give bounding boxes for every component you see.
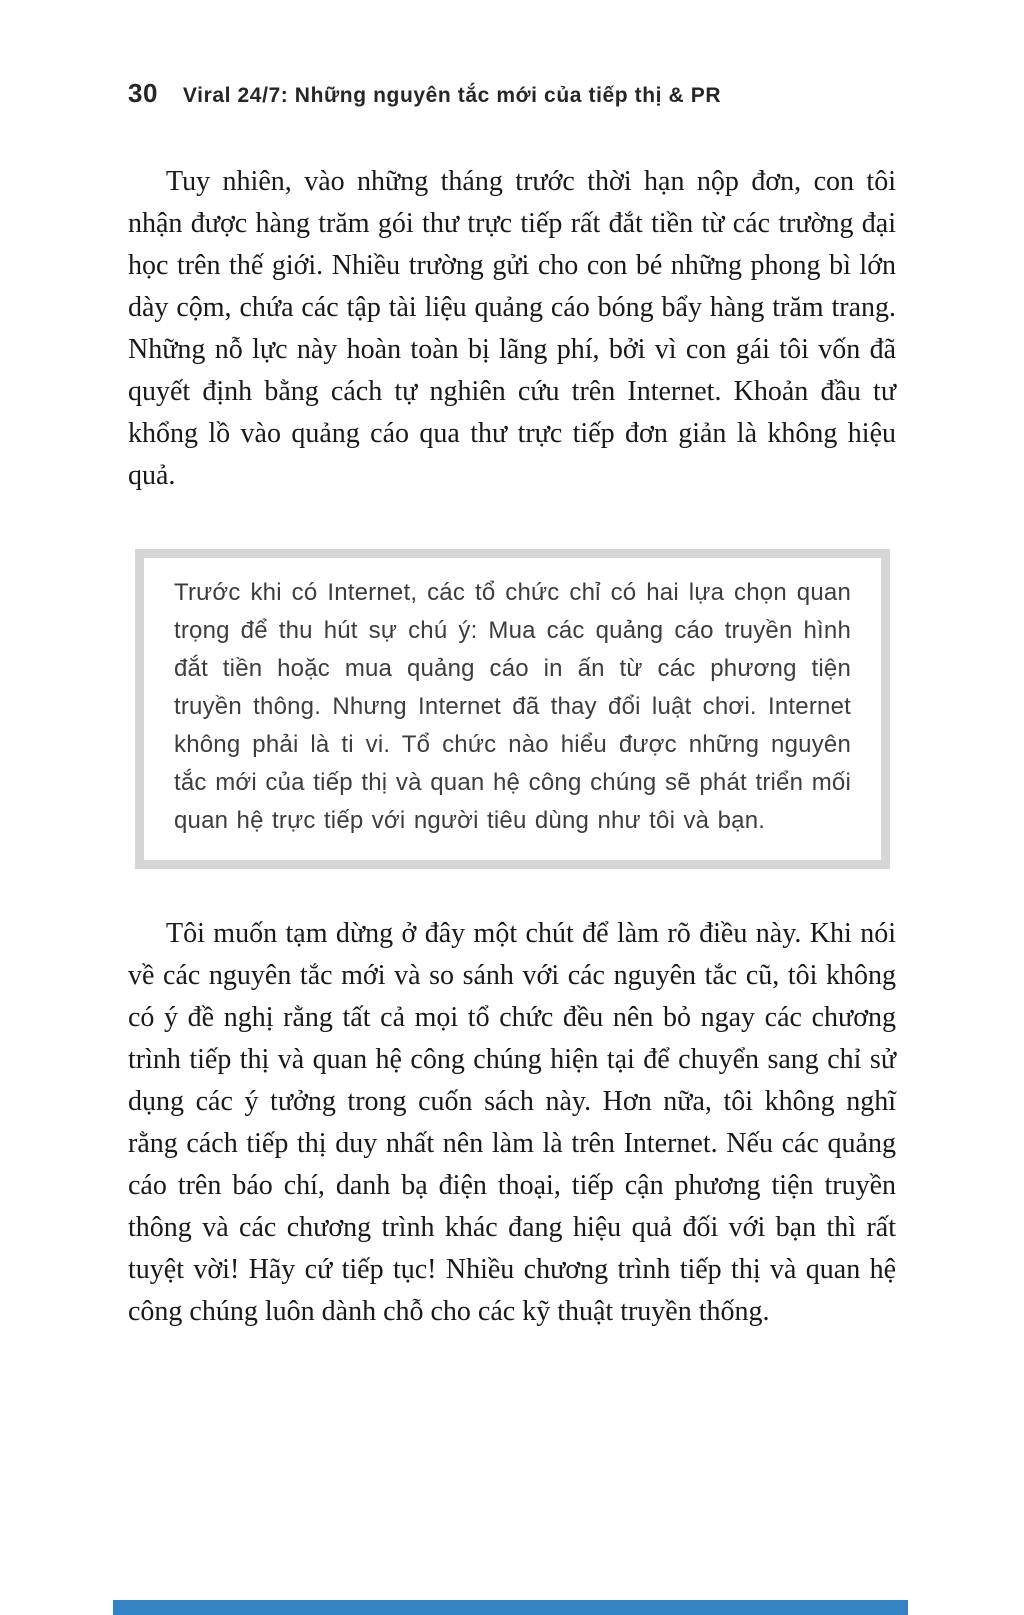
- quote-text: Trước khi có Internet, các tổ chức chỉ có hai lựa chọn quan trọng để thu hút sự chú ý: Mua các quảng cáo truyền hình đắt tiền hoặc mua quảng cáo in ấn từ các phương tiện truyền thông. Nhưng Internet đã thay đổi luật chơi. Internet không phải là ti vi. Tổ chức nào hiểu được những nguyên tắc mới của tiếp thị và quan hệ công chúng sẽ phát triển mối quan hệ trực tiếp với người tiêu dùng như tôi và bạn.: [174, 579, 851, 834]
- book-title: Viral 24/7: Những nguyên tắc mới của tiếp thị & PR: [182, 84, 722, 107]
- page-number: 30: [128, 78, 158, 108]
- body-paragraph-2: Tôi muốn tạm dừng ở đây một chút để làm rõ điều này. Khi nói về các nguyên tắc mới và so sánh với các nguyên tắc cũ, tôi không có ý đề nghị rằng tất cả mọi tổ chức đều nên bỏ ngay các chương trình tiếp thị và quan hệ công chúng hiện tại để chuyển sang chỉ sử dụng các ý tưởng trong cuốn sách này. Hơn nữa, tôi không nghĩ rằng cách tiếp thị duy nhất nên làm là trên Internet. Nếu các quảng cáo trên báo chí, danh bạ điện thoại, tiếp cận phương tiện truyền thông và các chương trình khác đang hiệu quả đối với bạn thì rất tuyệt vời! Hãy cứ tiếp tục! Nhiều chương trình tiếp thị và quan hệ công chúng luôn dành chỗ cho các kỹ thuật truyền thống.: [128, 918, 896, 1327]
- reading-progress-bar[interactable]: [113, 1600, 908, 1615]
- quote-box: [135, 549, 890, 869]
- page-header: [128, 78, 896, 109]
- body-paragraph-1: Tuy nhiên, vào những tháng trước thời hạn nộp đơn, con tôi nhận được hàng trăm gói thư trực tiếp rất đắt tiền từ các trường đại học trên thế giới. Nhiều trường gửi cho con bé những phong bì lớn dày cộm, chứa các tập tài liệu quảng cáo bóng bẩy hàng trăm trang. Những nỗ lực này hoàn toàn bị lãng phí, bởi vì con gái tôi vốn đã quyết định bằng cách tự nghiên cứu trên Internet. Khoản đầu tư khổng lồ vào quảng cáo qua thư trực tiếp đơn giản là không hiệu quả.: [128, 166, 896, 491]
